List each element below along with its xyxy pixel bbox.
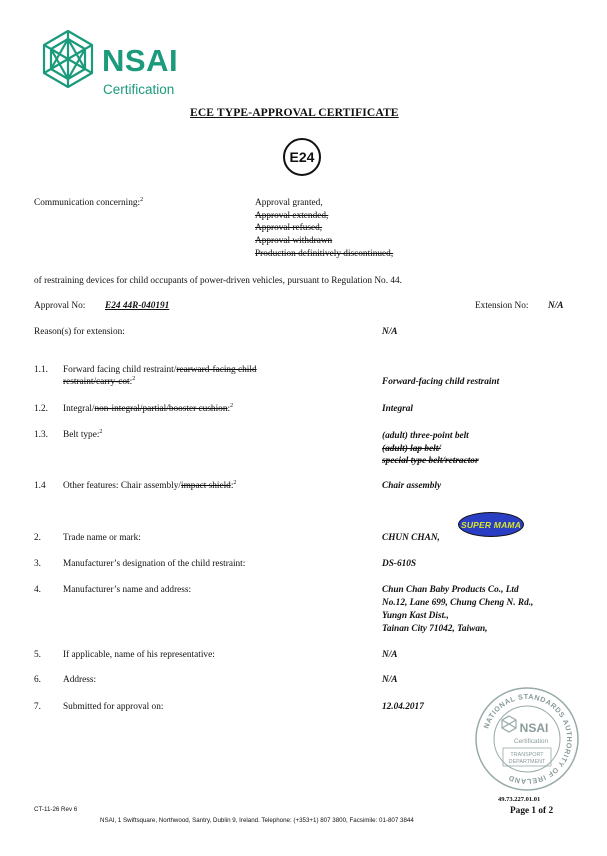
nsai-polyhedron-logo-icon (37, 28, 99, 90)
item-6-value: N/A (382, 675, 398, 685)
item-number: 1.3. (34, 430, 48, 440)
logo-subtitle: Certification (103, 82, 175, 97)
reasons-value: N/A (382, 327, 398, 337)
item-1-4-value: Chair assembly (382, 481, 442, 491)
item-number: 6. (34, 675, 41, 685)
logo-name: NSAI (102, 43, 179, 78)
stamp-subtitle: Certification (513, 738, 549, 745)
scope-text: of restraining devices for child occupants of power-driven vehicles, pursuant to Regulation No. 44. (34, 276, 402, 286)
communication-option-withdrawn: Approval withdrawn (255, 236, 333, 246)
approval-no-value: E24 44R-040191 (105, 301, 170, 311)
item-number: 5. (34, 650, 41, 660)
item-7-label: Submitted for approval on: (63, 702, 164, 712)
item-5-label: If applicable, name of his representative: (63, 650, 215, 660)
approval-mark: E24 (283, 138, 321, 176)
item-1-2-value: Integral (382, 404, 413, 414)
item-number: 1.2. (34, 404, 48, 414)
item-4-address-line: No.12, Lane 699, Chung Cheng N. Rd., (382, 598, 534, 608)
item-7-value: 12.04.2017 (382, 702, 424, 712)
communication-option-refused: Approval refused, (255, 223, 323, 233)
communication-option-discontinued: Production definitively discontinued, (255, 249, 394, 259)
item-1-3-value-1: (adult) three-point belt (382, 431, 469, 441)
brand-logo: SUPER MAMA (458, 512, 524, 537)
item-4-label: Manufacturer’s name and address: (63, 585, 192, 595)
document-title: ECE TYPE-APPROVAL CERTIFICATE (190, 106, 399, 119)
extension-no-value: N/A (548, 301, 564, 311)
item-number: 3. (34, 559, 41, 569)
stamp-dept-line2: DEPARTMENT (508, 759, 546, 765)
item-1-1-label-line2: restraint/carry-cot:$^2$ (63, 375, 136, 387)
communication-option-granted: Approval granted, (255, 198, 323, 208)
item-4-address-line: Tainan City 71042, Taiwan, (382, 624, 488, 634)
item-number: 7. (34, 702, 41, 712)
item-1-1-value: Forward-facing child restraint (382, 377, 500, 387)
extension-no-label: Extension No: (475, 301, 529, 311)
item-1-3-value-2: (adult) lap belt/ (382, 444, 441, 454)
item-3-value: DS-610S (382, 559, 417, 569)
item-number: 1.1. (34, 365, 48, 375)
stamp-dept-line1: TRANSPORT (510, 752, 544, 758)
reasons-label: Reason(s) for extension: (34, 327, 125, 337)
item-number: 2. (34, 533, 41, 543)
item-3-label: Manufacturer’s designation of the child restraint: (63, 559, 246, 569)
item-1-4-label: Other features: Chair assembly/impact shield:$^2$ (63, 479, 237, 491)
item-2-label: Trade name or mark: (63, 533, 141, 543)
reference-number: 49.73.227.01.01 (498, 796, 541, 803)
item-number: 4. (34, 585, 41, 595)
item-1-3-value-3: special type belt/retractor (382, 456, 479, 466)
item-number: 1.4 (34, 481, 46, 491)
communication-option-extended: Approval extended, (255, 211, 329, 221)
page-number: Page 1 of 2 (510, 806, 554, 816)
form-code: CT-11-26 Rev 6 (34, 806, 78, 813)
item-5-value: N/A (382, 650, 398, 660)
item-4-address-line: Chun Chan Baby Products Co., Ltd (382, 585, 519, 595)
stamp-ring-text: NATIONAL STANDARDS AUTHORITY OF IRELAND (481, 691, 575, 787)
nsai-official-stamp (474, 686, 580, 792)
item-2-value: CHUN CHAN, (382, 533, 440, 543)
item-6-label: Address: (63, 675, 97, 685)
item-4-address-line: Yungn Kast Dist., (382, 611, 449, 621)
item-1-1-label-line1: Forward facing child restraint/rearward-facing child (63, 365, 257, 375)
approval-no-label: Approval No: (34, 301, 86, 311)
item-1-3-label: Belt type:$^2$ (63, 428, 103, 440)
item-1-2-label: Integral/non-integral/partial/booster cushion:$^2$ (63, 402, 234, 414)
footer-address: NSAI, 1 Swiftsquare, Northwood, Santry, Dublin 9, Ireland. Telephone: (+353+1) 807 3800, Facsimile: 01-807 3844 (100, 817, 414, 824)
communication-label: Communication concerning:$^2$ (34, 196, 144, 208)
stamp-name: NSAI (519, 721, 549, 735)
